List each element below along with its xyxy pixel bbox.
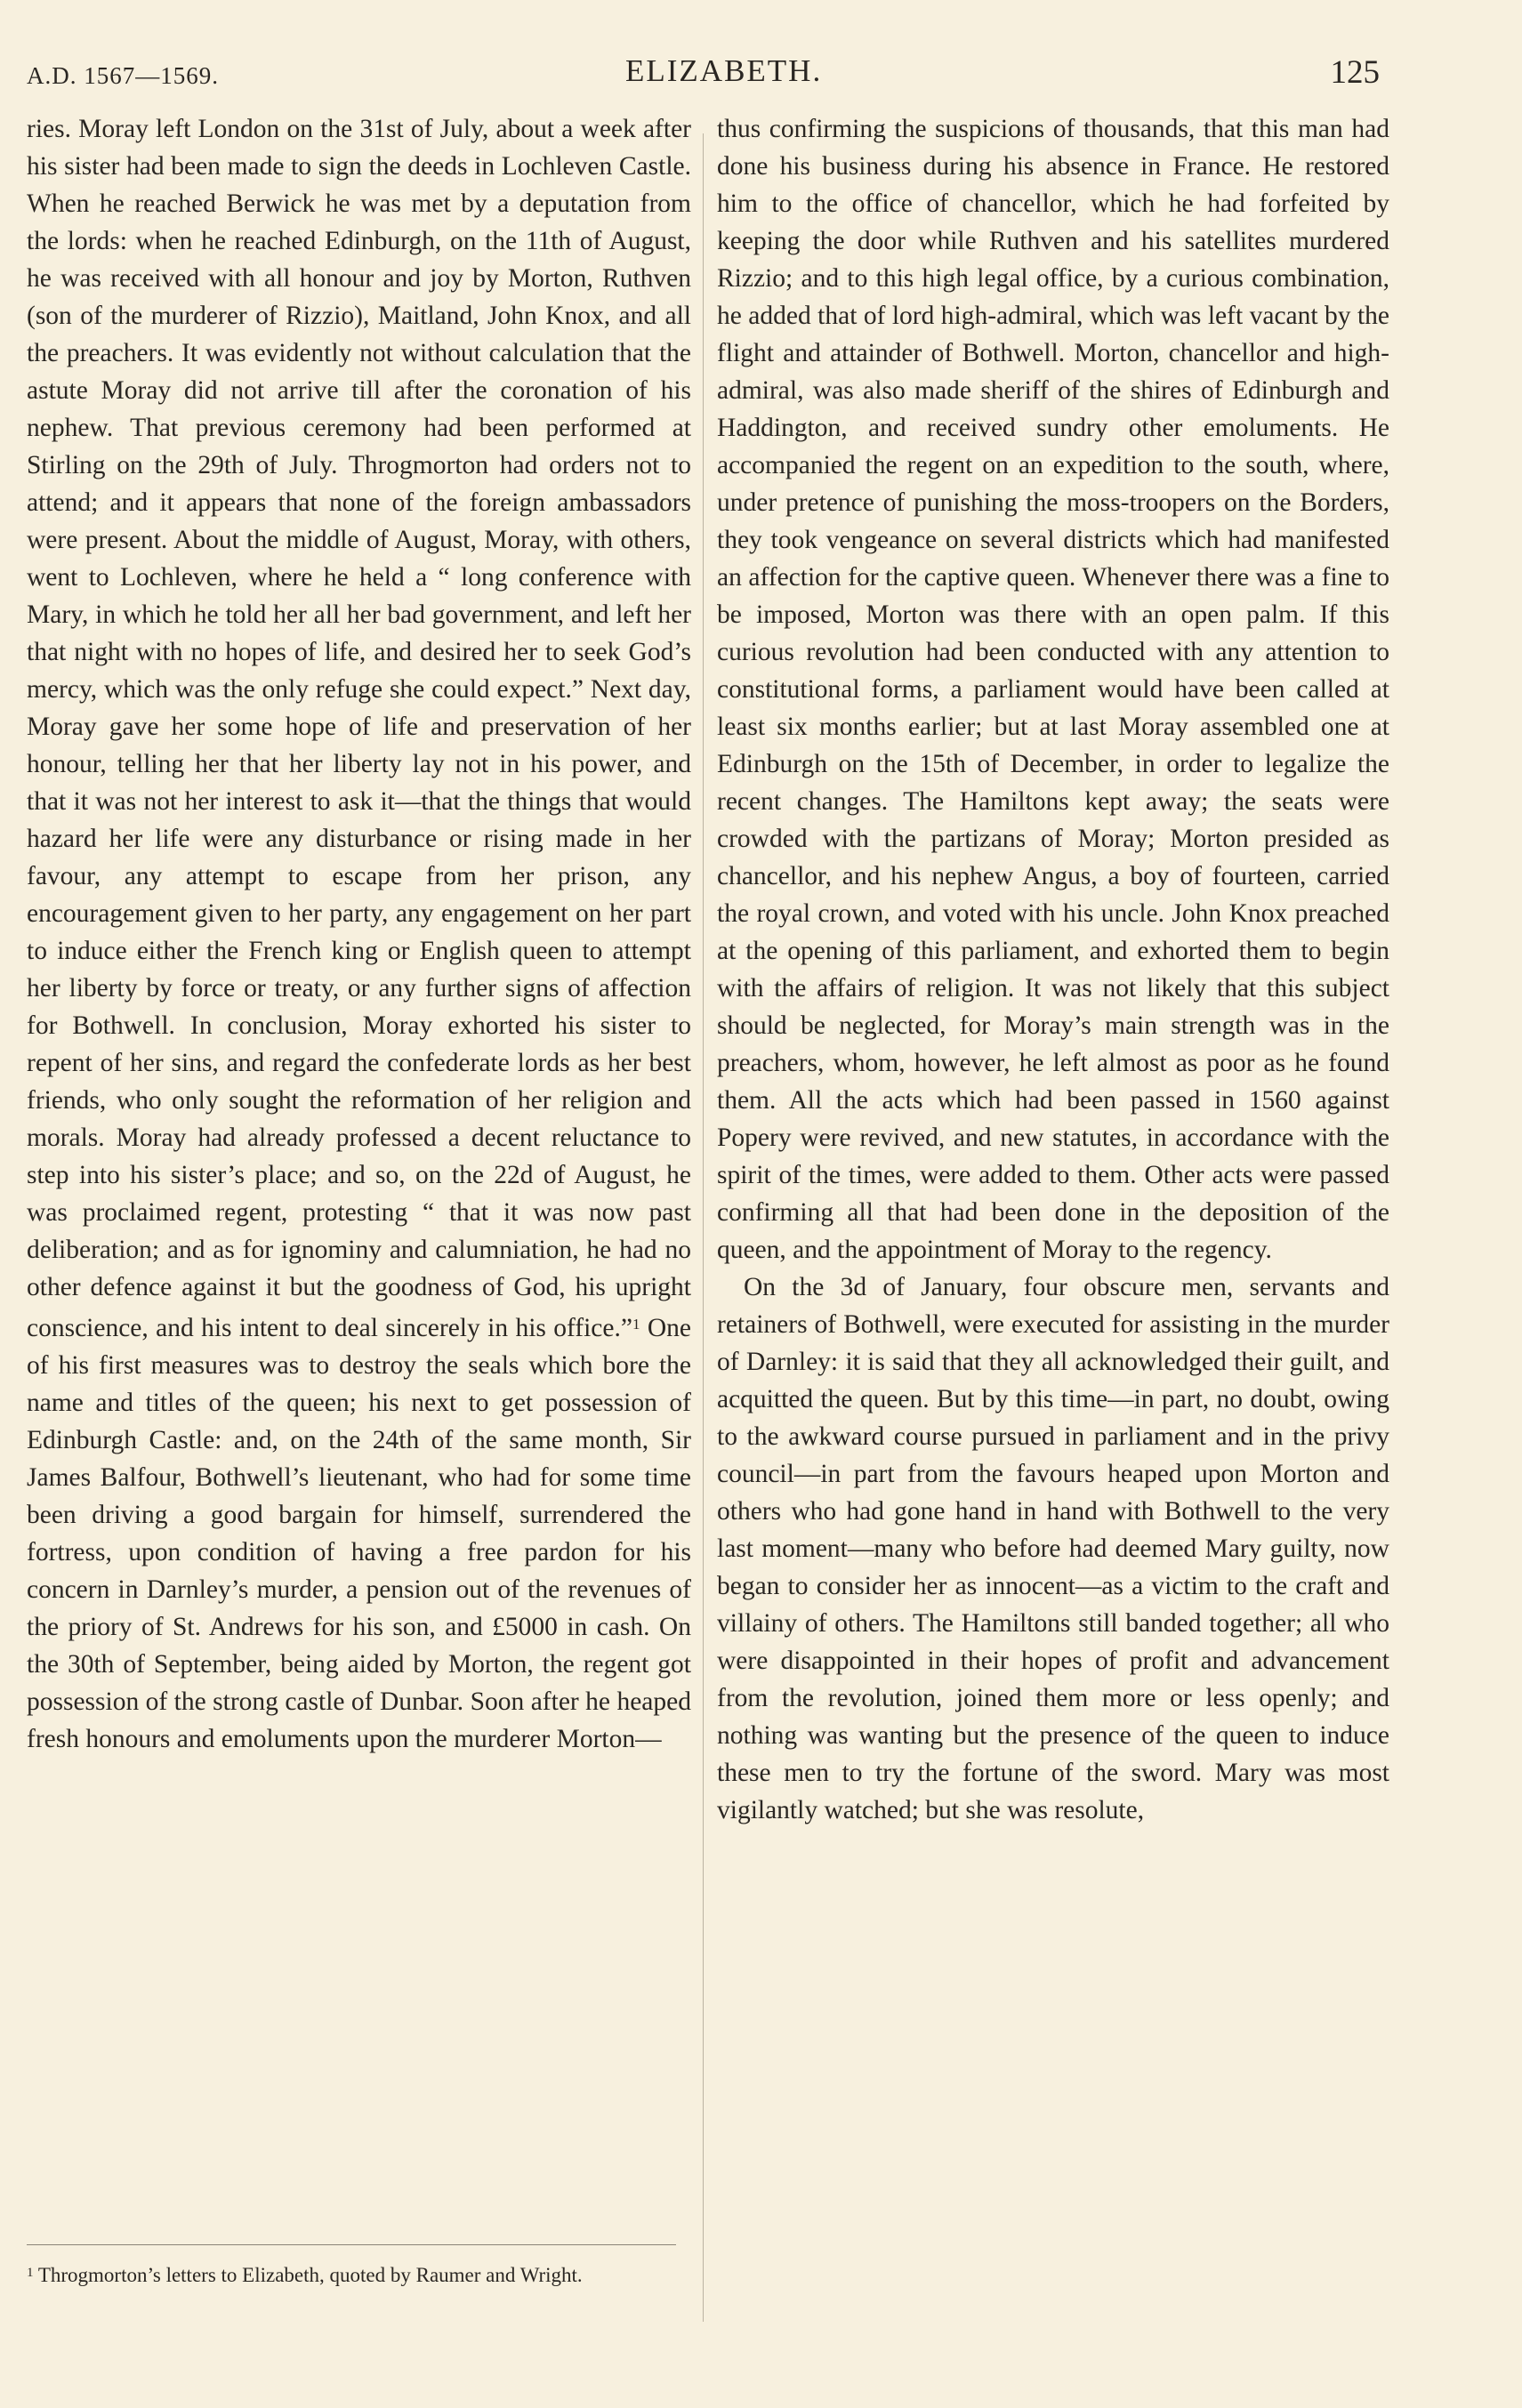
left-paragraph (27, 110, 691, 1758)
date-range: A.D. 1567—1569. (27, 62, 219, 89)
footnote-divider (27, 2244, 676, 2245)
running-title: ELIZABETH. (625, 53, 823, 88)
right-paragraph-1: thus confirming the suspicions of thousands, that this man had done his business during his absence in France. He restored him to the office of chancellor, which he had forfeited by keeping the door while Ruthven and his satellites murdered Rizzio; and to this high legal office, by a curious combination, he added that of lord high-admiral, which was left vacant by the flight and attainder of Bothwell. Morton, chancellor and high-admiral, was also made sheriff of the shires of Edinburgh and Haddington, and received sundry other emoluments. He accompanied the regent on an expedition to the south, where, under pretence of punishing the moss-troopers on the Borders, they took vengeance on several districts which had manifested an affection for the captive queen. Whenever there was a fine to be imposed, Morton was there with an open palm. If this curious revolution had been conducted with any attention to constitutional forms, a parliament would have been called at least six months earlier; but at last Moray assembled one at Edinburgh on the 15th of December, in order to legalize the recent changes. The Hamiltons kept away; the seats were crowded with the partizans of Moray; Morton presided as chancellor, and his nephew Angus, a boy of fourteen, carried the royal crown, and voted with his uncle. John Knox preached at the opening of this parliament, and exhorted them to begin with the affairs of religion. It was not likely that this subject should be neglected, for Moray’s main strength was in the preachers, whom, however, he left almost as poor as he found them. All the acts which had been passed in 1560 against Popery were revived, and new statutes, in accordance with the spirit of the times, were added to them. Other acts were passed confirming all that had been done in the deposition of the queen, and the appointment of Moray to the regency. (717, 115, 1389, 1264)
footnote (27, 2259, 685, 2289)
column-divider (703, 133, 704, 2322)
footnote-text: Throgmorton’s letters to Elizabeth, quoted by Raumer and Wright. (33, 2264, 583, 2286)
running-header (27, 53, 1380, 98)
right-paragraph-2: On the 3d of January, four obscure men, servants and retainers of Bothwell, were executed for assisting in the murder of Darnley: it is said that they all acknowledged their guilt, and acquitted the queen. But by this time—in part, no doubt, owing to the awkward course pursued in parliament and in the privy council—in part from the favours heaped upon Morton and others who had gone hand in hand with Bothwell to the very last moment—many who before had deemed Mary guilty, now began to consider her as innocent—as a victim to the craft and villainy of others. The Hamiltons still banded together; all who were disappointed in their hopes of profit and advancement from the revolution, joined them more or less openly; and nothing was wanting but the presence of the queen to induce these men to try the fortune of the sword. Mary was most vigilantly watched; but she was resolute, (717, 1273, 1389, 1824)
page-number: 125 (1330, 54, 1380, 91)
footnote-reference: 1 (632, 1316, 640, 1333)
left-paragraph-text: ries. Moray left London on the 31st of July, about a week after his sister had been made to sign the deeds in Lochleven Castle. When he reached Berwick he was met by a deputation from the lords: when he reached Edinburgh, on the 11th of August, he was received with all honour and joy by Morton, Ruthven (son of the murderer of Rizzio), Maitland, John Knox, and all the preachers. It was evidently not without calculation that the astute Moray did not arrive till after the coronation of his nephew. That previous ceremony had been performed at Stirling on the 29th of July. Throgmorton had orders not to attend; and it appears that none of the foreign ambassadors were present. About the middle of August, Moray, with others, went to Lochleven, where he held a “ long conference with Mary, in which he told her all her bad government, and left her that night with no hopes of life, and desired her to seek God’s mercy, which was the only refuge she could expect.” Next day, Moray gave her some hope of life and preservation of her honour, telling her that her liberty lay not in his power, and that it was not her interest to ask it—that the things that would hazard her life were any disturbance or rising made in her favour, any attempt to escape from her prison, any encouragement given to her party, any engagement on her part to induce either the French king or English queen to attempt her liberty by force or treaty, or any further signs of affection for Bothwell. In conclusion, Moray exhorted his sister to repent of her sins, and regard the confederate lords as her best friends, who only sought the reformation of her religion and morals. Moray had already professed a decent reluctance to step into his sister’s place; and so, on the 22d of August, he was proclaimed regent, protesting “ that it was now past deliberation; and as for ignominy and calumniation, he had no other defence against it but the goodness of God, his upright conscience, and his intent to deal sincerely in his office.” (27, 115, 691, 1342)
left-paragraph-continuation: One of his first measures was to destroy the seals which bore the name and titles of the queen; his next to get possession of Edinburgh Castle: and, on the 24th of the same month, Sir James Balfour, Bothwell’s lieutenant, who had for some time been driving a good bargain for himself, surrendered the fortress, upon condition of having a free pardon for his concern in Darnley’s murder, a pension out of the revenues of the priory of St. Andrews for his son, and £5000 in cash. On the 30th of September, being aided by Morton, the regent got possession of the strong castle of Dunbar. Soon after he heaped fresh honours and emoluments upon the murderer Morton— (27, 1314, 691, 1753)
right-column (717, 110, 1389, 1829)
footnote-number: 1 (27, 2266, 34, 2280)
left-column (27, 110, 691, 1758)
